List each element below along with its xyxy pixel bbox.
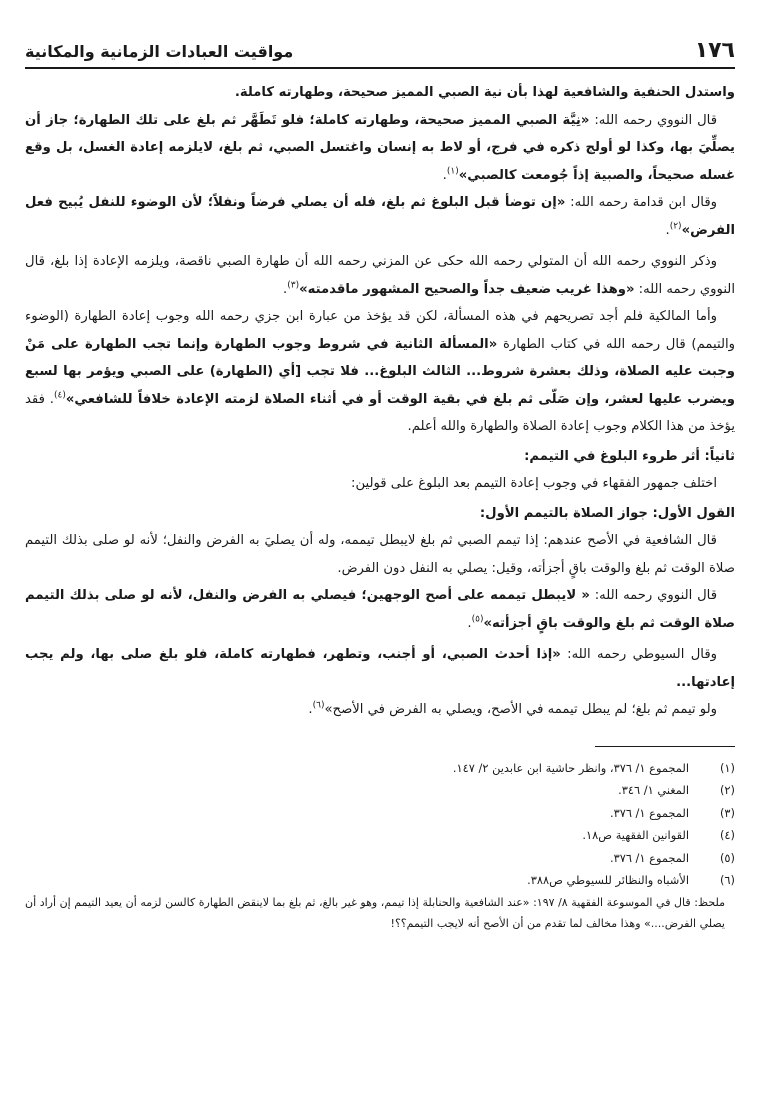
text: وقال ابن قدامة رحمه الله: <box>565 195 718 210</box>
footnote-number: (٣) <box>719 805 735 820</box>
footnote-number: (١) <box>719 760 735 775</box>
footnote <box>25 779 735 802</box>
book-page <box>25 38 735 934</box>
page-number: ١٧٦ <box>694 38 735 63</box>
paragraph: قال الشافعية في الأصح عندهم: إذا تيمم الصبي ثم بلغ لايبطل تيممه، وله أن يصليَ به الفرض والنفل؛ لأنه لو صلى بذلك التيمم صلاة الوقت ثم بلغ والوقت باقٍ أجزأته، وقيل: يصلي به النفل دون الفرض. <box>25 533 735 576</box>
footnote-number: (٢) <box>719 783 735 797</box>
footnote-ref: (٥) <box>471 614 484 625</box>
text: قال النووي رحمه الله: <box>589 588 717 603</box>
footnote-text: المجموع ١/ ٣٧٦. <box>609 850 689 865</box>
footnote-divider <box>595 746 735 747</box>
paragraph <box>25 641 735 696</box>
footnote-ref: (٣) <box>287 280 300 291</box>
main-text <box>25 79 735 724</box>
text: قال النووي رحمه الله: <box>589 112 717 128</box>
footnote-ref: (٤) <box>54 390 66 401</box>
text: . <box>467 615 472 631</box>
text: وذكر النووي رحمه الله أن المتولي رحمه الله حكى عن المزني رحمه الله أن طهارة الصبي ناقصة، ويلزمه الإعادة إذا بلغ، قال النووي رحمه الله: <box>25 254 735 297</box>
text: . فقد يؤخذ من هذا الكلام وجوب إعادة الصلاة والطهارة والله أعلم. <box>25 391 735 434</box>
quote: «المسألة الثانية في شروط وجوب الطهارة وإنما تجب الطهارة على مَنْ وجبت عليه الصلاة، وذلك بعشرة شروط... الثالث البلوغ... فلا تجب [أي (الطهارة) على الصبي ويؤمر بها لسبع ويضرب عليها لعشر، وإن صَلّى ثم بلغ في بقية الوقت أو في أثناء الصلاة لزمته الإعادة خلافاً للشافعي» <box>25 336 736 407</box>
footnote-ref: (١) <box>446 166 459 177</box>
paragraph <box>25 696 735 724</box>
paragraph <box>25 248 735 303</box>
footnote-text: القوانين الفقهية ص١٨. <box>582 828 689 842</box>
text: . <box>308 702 313 717</box>
footnote-text: المجموع ١/ ٣٧٦. <box>609 805 689 820</box>
footnote <box>25 847 735 870</box>
footnote-number: (٦) <box>719 873 735 887</box>
footnote-text: الأشباه والنظائر للسيوطي ص٣٨٨. <box>527 873 689 887</box>
subsection-heading: القول الأول: جواز الصلاة بالتيمم الأول: <box>479 505 735 521</box>
text: . <box>442 167 447 183</box>
quote: «إن توضأ قبل البلوغ ثم بلغ، فله أن يصلي فرضاً ونفلاً؛ لأن الوضوء للنفل يُبيح فعل الفرض» <box>25 195 735 238</box>
text: وأما المالكية فلم أجد تصريحهم في هذه المسألة، لكن قد يؤخذ من عبارة ابن جزي رحمه الله وجوب إعادة الطهارة (الوضوء والتيمم) قال رحمه الله في كتاب الطهارة <box>25 309 735 352</box>
quote: «إذا أحدث الصبي، أو أجنب، وتطهر، فطهارته كاملة، فلو بلغ صلى بها، ولم يجب إعادتها... <box>25 647 735 690</box>
footnote <box>25 757 735 780</box>
paragraph <box>25 303 735 441</box>
page-header <box>25 38 735 69</box>
section-heading: ثانياً: أثر طروء البلوغ في التيمم: <box>524 448 735 464</box>
paragraph: اختلف جمهور الفقهاء في وجوب إعادة التيمم بعد البلوغ على قولين: <box>351 476 717 491</box>
quote: « لايبطل تيممه على أصح الوجهين؛ فيصلي به الفرض والنفل، لأنه لو صلى بذلك التيمم صلاة الوقت ثم بلغ والوقت باقٍ أجزأته» <box>25 588 735 631</box>
footnote-text: المجموع ١/ ٣٧٦، وانظر حاشية ابن عابدين ٢/ ١٤٧. <box>452 760 689 775</box>
footnote <box>25 802 735 825</box>
paragraph <box>25 79 735 107</box>
paragraph <box>25 189 735 244</box>
footnote-remark: ملحظ: قال في الموسوعة الفقهية ٨/ ١٩٧: «عند الشافعية والحنابلة إذا تيمم، وهو غير بالغ، ثم بلغ بما لاينقض الطهارة كالسن لزمه أن يعيد التيمم إن أراد أن يصلي الفرض....» وهذا مخالف لما تقدم من أن الأصح أنه لايجب التيمم؟؟! <box>25 895 726 930</box>
text: . <box>665 222 670 238</box>
footnote <box>25 824 735 847</box>
text: وقال السيوطي رحمه الله: <box>560 647 717 662</box>
text: . <box>283 281 288 297</box>
running-title: مواقيت العبادات الزمانية والمكانية <box>25 42 294 61</box>
paragraph <box>25 107 735 190</box>
footnotes <box>25 757 735 934</box>
quote: «وهذا غريب ضعيف جداً والصحيح المشهور ماقدمته» <box>299 281 635 297</box>
footnote-number: (٥) <box>719 850 735 865</box>
footnote-ref: (٢) <box>669 221 682 232</box>
quote: «نِيَّة الصبي المميز صحيحة، وطهارته كاملة؛ فلو تَطَهَّر ثم بلغ على تلك الطهارة؛ جاز أن يصلِّيَ بها، وكذا لو أولج ذكره في فرج، أو لاط به إنسان واغتسل الصبي، ثم بلغ، لايلزمه إعادة الغسل، بل وقع غسله صحيحاً، والصبية إذاً جُومعت كالصبي» <box>25 112 735 183</box>
footnote-text: المغني ١/ ٣٤٦. <box>618 783 689 797</box>
text: ولو تيمم ثم بلغ؛ لم يبطل تيممه في الأصح، ويصلي به الفرض في الأصح» <box>324 702 717 717</box>
footnote <box>25 869 735 892</box>
footnote-number: (٤) <box>719 828 735 842</box>
paragraph <box>25 582 735 637</box>
bold-text: واستدل الحنفية والشافعية لهذا بأن نية الصبي المميز صحيحة، وطهارته كاملة. <box>234 85 735 100</box>
footnote-ref: (٦) <box>312 700 325 711</box>
